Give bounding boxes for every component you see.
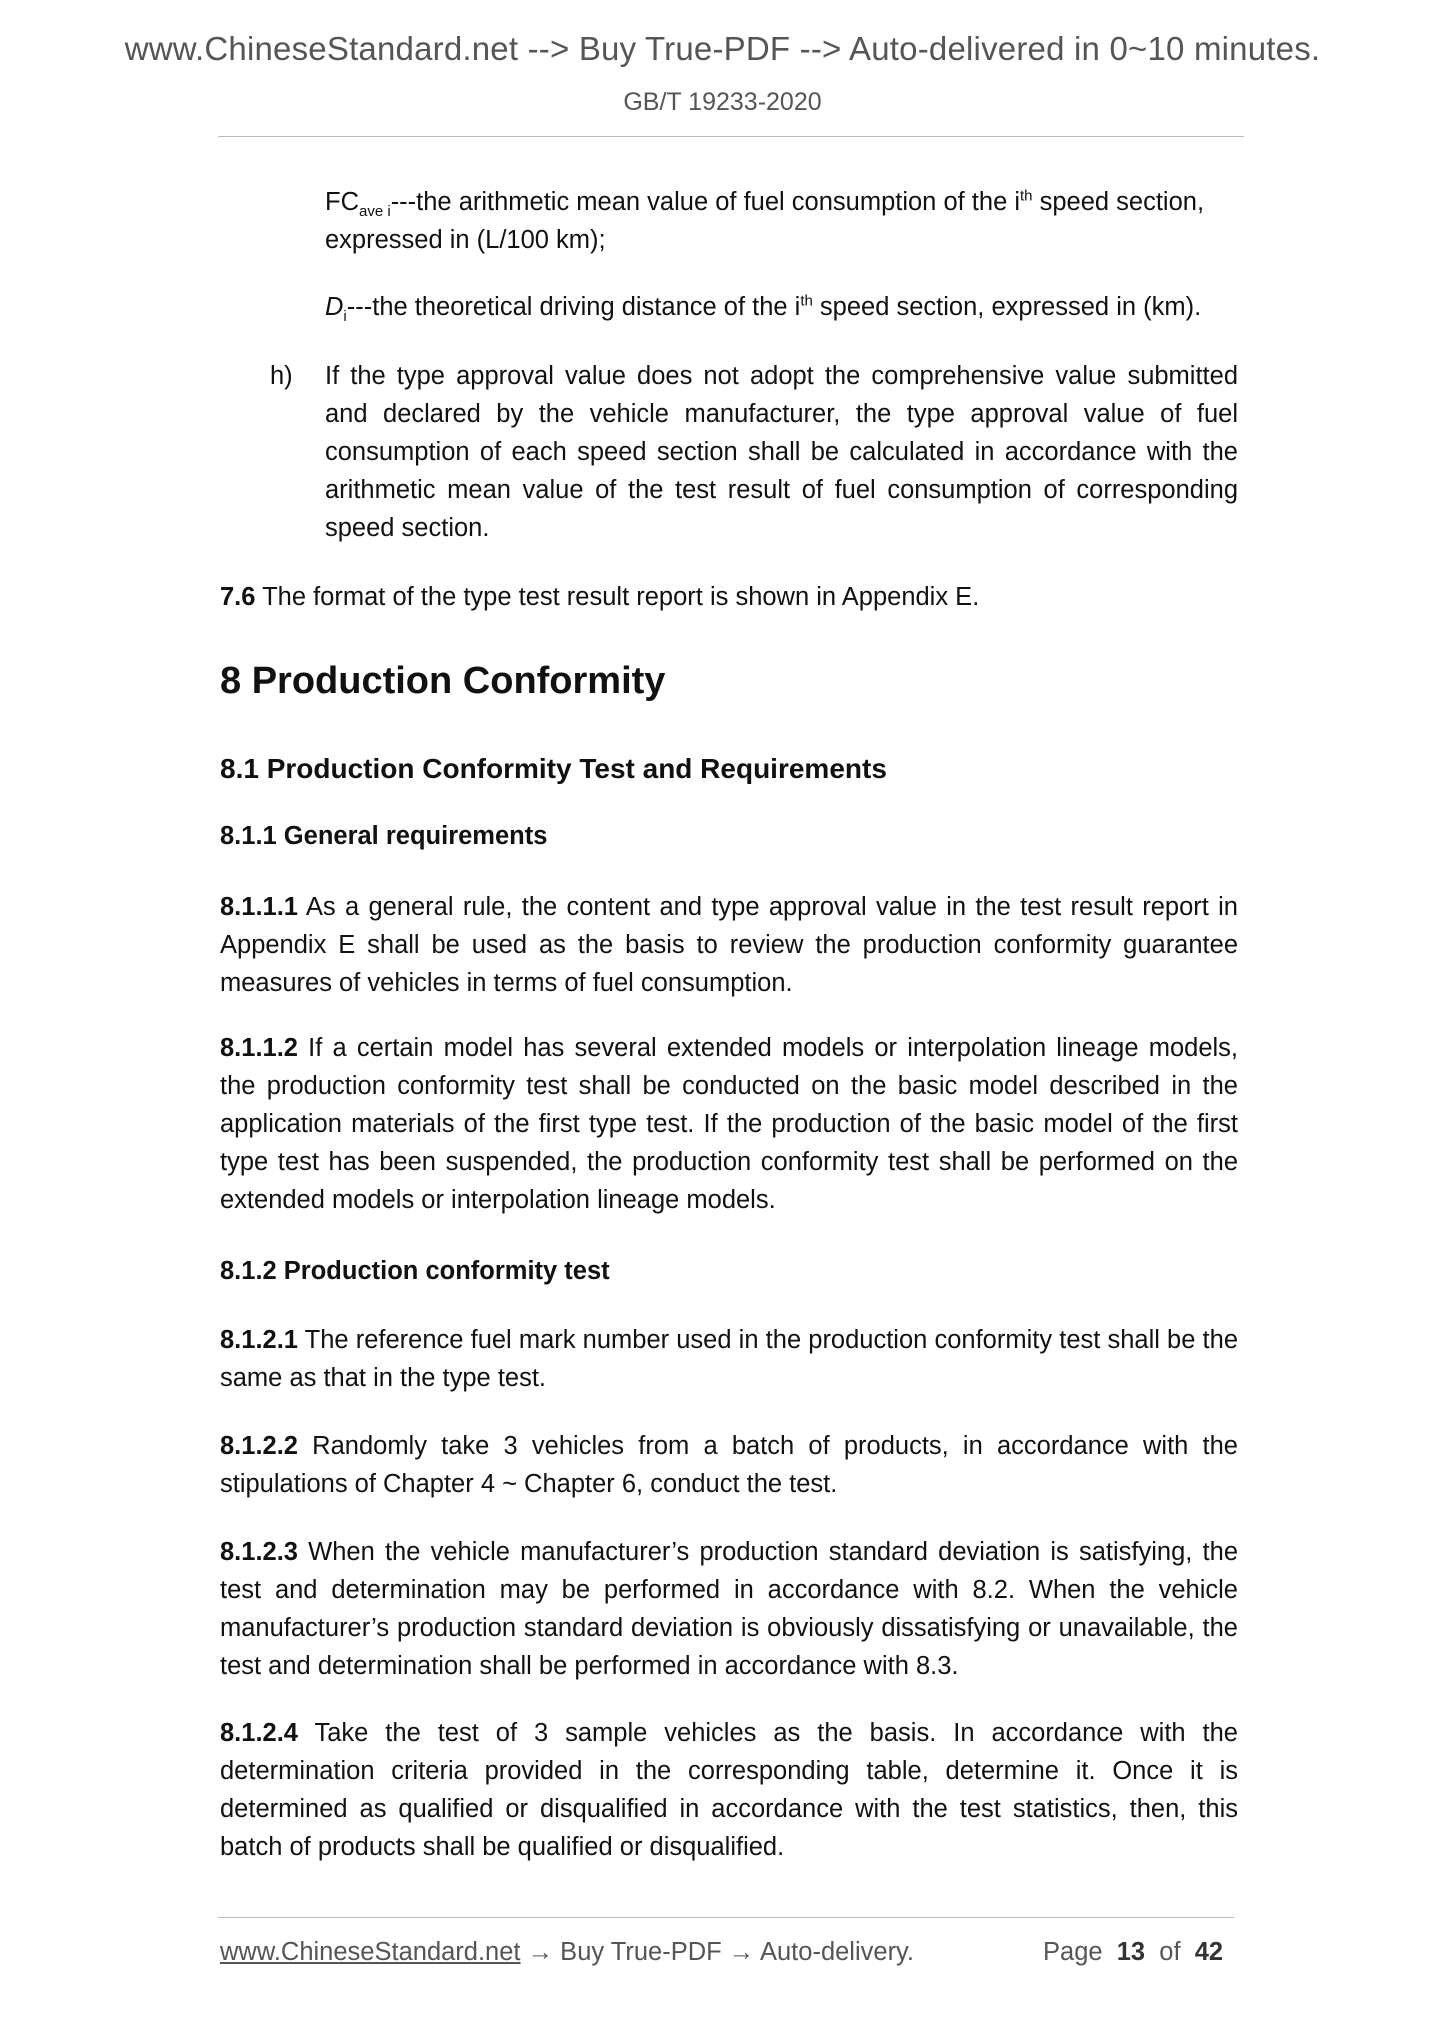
header-banner: www.ChineseStandard.net --> Buy True-PDF --> Auto-delivered in 0~10 minutes. xyxy=(124,30,1321,67)
clause-text: As a general rule, the content and type approval value in the test result report in Appendix E shall be used as the basis to review the production conformity guarantee measures of vehicles in terms of fuel consumption. xyxy=(220,893,1238,997)
item-h-label: h) xyxy=(270,362,293,390)
clause-number: 8.1.1.1 xyxy=(220,893,298,921)
clause-8-1-1-1 xyxy=(220,888,1238,1002)
clause-text: Randomly take 3 vehicles from a batch of products, in accordance with the stipulations of Chapter 4 ~ Chapter 6, conduct the test. xyxy=(220,1432,1238,1498)
clause-number: 7.6 xyxy=(220,583,256,611)
page-label: Page xyxy=(1043,1938,1103,1966)
section-8-1-title: 8.1 Production Conformity Test and Requirements xyxy=(220,753,887,784)
d-text-b: speed section, expressed in (km). xyxy=(812,293,1202,321)
total-pages: 42 xyxy=(1194,1938,1224,1966)
section-8-1-2-title: 8.1.2 Production conformity test xyxy=(220,1257,610,1285)
clause-7-6 xyxy=(220,578,1238,616)
clause-text: The format of the type test result report is shown in Appendix E. xyxy=(255,583,980,611)
clause-8-1-2-3 xyxy=(220,1533,1238,1685)
section-8-title: 8 Production Conformity xyxy=(220,660,666,702)
fc-subscript: ave i xyxy=(359,203,391,221)
clause-number: 8.1.2.3 xyxy=(220,1538,298,1566)
footer-link[interactable]: www.ChineseStandard.net xyxy=(220,1938,521,1966)
clause-8-1-2-4 xyxy=(220,1714,1238,1866)
standard-code: GB/T 19233-2020 xyxy=(623,88,822,116)
page-indicator xyxy=(1043,1938,1223,1967)
clause-8-1-1-2 xyxy=(220,1029,1238,1219)
clause-8-1-2-2 xyxy=(220,1427,1238,1503)
fc-symbol: FC xyxy=(325,188,359,216)
definition-d xyxy=(325,288,1238,326)
fc-line2: expressed in (L/100 km); xyxy=(325,226,606,254)
footer-left xyxy=(220,1938,914,1967)
header-divider xyxy=(218,136,1244,137)
fc-superscript: th xyxy=(1020,187,1033,205)
footer-tagline: → Buy True-PDF → Auto-delivery. xyxy=(520,1938,914,1966)
section-8-1-1-title: 8.1.1 General requirements xyxy=(220,822,548,850)
clause-text: If a certain model has several extended models or interpolation lineage models, the production conformity test shall be conducted on the basic model described in the application materials of the first type test. If the production of the basic model of the first type test has been suspended, the production conformity test shall be performed on the extended models or interpolation lineage models. xyxy=(220,1034,1238,1214)
d-superscript: th xyxy=(800,292,813,310)
d-subscript: i xyxy=(343,308,347,326)
of-label: of xyxy=(1159,1938,1181,1966)
item-h-text: If the type approval value does not adopt the comprehensive value submitted and declared by the vehicle manufacturer, the type approval value of fuel consumption of each speed section shall be calculated in accordance with the arithmetic mean value of the test result of fuel consumption of corresponding speed section. xyxy=(325,362,1238,542)
clause-text: The reference fuel mark number used in the production conformity test shall be the same as that in the type test. xyxy=(220,1326,1238,1392)
clause-number: 8.1.2.2 xyxy=(220,1432,298,1460)
footer-divider xyxy=(218,1917,1234,1918)
clause-number: 8.1.2.1 xyxy=(220,1326,298,1354)
clause-8-1-2-1 xyxy=(220,1321,1238,1397)
d-text-a: ---the theoretical driving distance of the i xyxy=(346,293,801,321)
clause-text: Take the test of 3 sample vehicles as the basis. In accordance with the determination criteria provided in the corresponding table, determine it. Once it is determined as qualified or disqualified in accordance with the test statistics, then, this batch of products shall be qualified or disqualified. xyxy=(220,1719,1238,1861)
fc-text-b: speed section, xyxy=(1032,188,1205,216)
clause-number: 8.1.1.2 xyxy=(220,1034,298,1062)
clause-text: When the vehicle manufacturer’s production standard deviation is satisfying, the test and determination may be performed in accordance with 8.2. When the vehicle manufacturer’s production standard deviation is obviously dissatisfying or unavailable, the test and determination shall be performed in accordance with 8.3. xyxy=(220,1538,1238,1680)
fc-text-a: ---the arithmetic mean value of fuel consumption of the i xyxy=(390,188,1020,216)
definition-fc xyxy=(325,183,1238,259)
page-number: 13 xyxy=(1116,1938,1146,1966)
clause-number: 8.1.2.4 xyxy=(220,1719,298,1747)
d-symbol: D xyxy=(325,293,344,321)
